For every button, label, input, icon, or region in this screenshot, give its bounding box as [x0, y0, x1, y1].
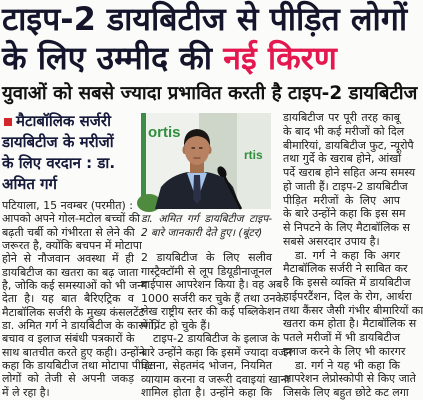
body-line: इलाज करने के लिए भी कारगर [283, 344, 406, 358]
body-line: आपको अपने गोल-मटोल बच्चों की [2, 212, 140, 226]
body-line: हो जाती हैं। टाइप-2 डायबिटीज [283, 179, 408, 193]
body-line: जरूरत है, क्योंकि बचपन में मोटापा [2, 239, 142, 253]
photo-caption [141, 212, 272, 240]
right-column-body [283, 111, 423, 400]
body-line: तथा कैंसर जैसी गंभीर बीमारियों का [283, 303, 423, 317]
body-line: होने से नौजवान अवस्था में ही [2, 252, 134, 266]
fortis-logo: ortis [148, 124, 181, 141]
kicker-headline [2, 111, 134, 197]
body-line: जिसके लिए बहुत छोटे कट लगा [283, 386, 409, 399]
square-bullet-icon [4, 118, 12, 126]
body-line: है कि इससे व्यक्ति में डायबिटीज [283, 276, 411, 289]
body-line: 2 डायबिटीज के लिए सलीव [141, 251, 272, 264]
body-line: बारे उन्होंने कहा कि इसमें ज्यादा वजन [141, 345, 293, 359]
body-line: में प्रिंट हो चुके हैं। [141, 318, 211, 332]
body-line: तथा गुर्दे के खराब होने, आंखों [283, 152, 402, 166]
body-line: के बारे उन्होंने कहा कि इस सम [283, 207, 406, 221]
fortis-logo-right: rtis [244, 148, 263, 162]
body-line: डा. अमित गर्ग ने डायबिटीज के कारणों, [2, 319, 158, 333]
photo-image [141, 113, 271, 209]
headline-line-2 [2, 39, 400, 78]
headline-line-1: टाइप-2 डायबिटीज से पीड़ित लोगों [2, 0, 408, 38]
body-line: लेख राष्ट्रीय स्तर की कई पब्लिकेशन [141, 305, 281, 318]
body-line: व्यायाम करना व जरूरी दवाइयां खाना [141, 372, 290, 386]
kicker-line: मैटाबॉलिक सर्जरी [16, 112, 111, 130]
body-line: पतले मरीजों में भी डायबिटीज [283, 331, 400, 344]
body-line: में ले रहा है। [2, 385, 50, 399]
body-line: टाइप-2 डायबिटीज के इलाज के [153, 332, 280, 345]
body-line: डायबिटीज का खतरा का बढ़ जाता [2, 265, 139, 279]
body-line: आपरेशन लेप्रोस्कोपी से किए जाते [283, 372, 416, 386]
body-line: देता है। यह बात बैरिएट्रिक व [2, 292, 134, 306]
body-line: साथ बातचीत करते हुए कही। उन्होंने [2, 345, 145, 359]
body-line: डा. गर्ग ने यह भी कहा कि [295, 358, 400, 372]
headline [0, 0, 408, 80]
body-line: पर्दे खराब होने सहित अन्य समस्य [283, 166, 416, 179]
body-line: के बाद भी कई मरीजों को दिल [283, 124, 405, 138]
body-line: डा. गर्ग ने कहा कि अगर [295, 248, 400, 262]
body-line: मैटाबॉलिक सर्जरी के मुख्य कंसलटेंट [2, 305, 145, 319]
kicker-line: के लिए वरदान : डा. [2, 154, 116, 172]
body-line: मैटाबॉलिक सर्जरी ने साबित कर [283, 262, 408, 276]
body-line: बाईपास आपरेशन किया है। वह अब [141, 278, 283, 291]
subheadline: युवाओं को सबसे ज्यादा प्रभावित करती है टाइप-2 डायबिटीज [2, 83, 418, 104]
body-line: गास्ट्रैक्टॉमी से लूप डियूडीनाजूनल [141, 264, 272, 278]
body-line: घटाना, सेहतमंद भोजन, नियमित [141, 359, 272, 372]
caption-line: 2 बारे जानकारी देते हुए। (बूंटर) [141, 227, 263, 239]
body-line: कहा कि डायबिटीज तथा मोटापा पीड़ित [2, 359, 156, 373]
body-line: हाईपरटैंशन, दिल के रोग, आर्थरा [283, 289, 412, 303]
dateline: पटियाला, 15 नवम्बर (परमीत) : [2, 199, 133, 212]
body-line: बीमारियां, डायबिटीज फुट, न्यूरोपै [283, 138, 414, 152]
caption-line: डा. अमित गर्ग डायबिटीज टाइप- [141, 213, 272, 225]
kicker-line: डायबिटीज के मरीजों [2, 133, 114, 151]
headline-highlight: नई किरण [223, 39, 337, 77]
body-line: है, जोकि कई समस्याओं को भी जन्म [2, 279, 148, 293]
body-line: बचाव व इलाज संबंधी पत्रकारों के [2, 332, 135, 346]
middle-column-body [141, 251, 293, 400]
body-line: सबसे असरदार उपाय है। [283, 234, 380, 248]
body-line: बढ़ती चर्बी को गंभीरता से लेने की [2, 225, 135, 239]
body-line: 1000 सर्जरी कर चुके हैं तथा उनके [141, 291, 284, 305]
news-photo [141, 113, 271, 209]
body-line: से निपटने के लिए मैटाबॉलिक स [283, 221, 410, 234]
body-line: खतरा कम होता है। मैटाबॉलिक स [283, 317, 417, 331]
kicker-line: अमित गर्ग [2, 175, 57, 193]
body-line: पीड़ित मरीजों के लिए आप [283, 193, 400, 207]
left-column-body [2, 199, 158, 399]
body-line: लोगों को तेजी से अपनी जकड़ [2, 372, 134, 386]
body-line: शामिल होता है। उन्होंने कहा कि [141, 386, 272, 399]
headline-text: के लिए उम्मीद की [2, 39, 213, 77]
body-line: डायबिटीज पर पूरी तरह काबू [283, 111, 400, 124]
